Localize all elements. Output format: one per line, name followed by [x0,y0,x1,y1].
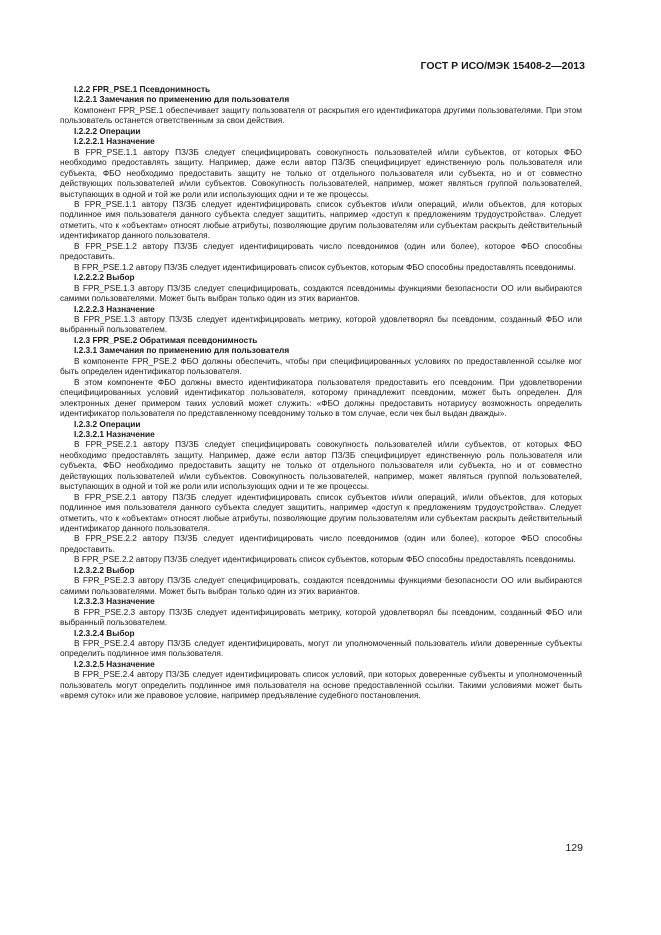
section-heading: I.2.2.2.3 Назначение [74,303,155,314]
paragraph: В этом компоненте ФБО должны вместо идентификатора пользователя предоставить его псевдоним. При удовлетворении специфицированных условий идентификатор пользователя, которому принадлежит псевдоним, может быть определен. Для электронных денег примером таких условий может служить: «ФБО должны предоставить нотариусу возможность определить идентификатор пользователя по представленному псевдониму только в том случае, если чек был выдан дважды». [60,376,582,419]
section-heading: I.2.3 FPR_PSE.2 Обратимая псевдонимность [74,334,258,345]
document-body [60,84,582,701]
section-heading: I.2.2.2.1 Назначение [74,136,155,147]
section-heading: I.2.3.2.5 Назначение [74,658,155,669]
section-heading: I.2.3.2.4 Выбор [74,627,135,638]
paragraph: В FPR_PSE.1.3 автору ПЗ/ЗБ следует идентифицировать метрику, которой удовлетворял бы псевдоним, созданный ФБО или выбранный пользователем. [60,313,582,335]
paragraph: В FPR_PSE.1.1 автору ПЗ/ЗБ следует идентифицировать список субъектов и/или операций, и/или объектов, для которых подлинное имя пользователя данного субъекта следует защитить, например «доступ к предложениям трудоустройства». Следует отметить, что к «объектам» относят любые атрибуты, позволяющие другим пользователям или субъектам раскрыть действительный идентификатор данного пользователя. [60,198,582,241]
section-heading: I.2.3.2.1 Назначение [74,428,155,439]
page-header: ГОСТ Р ИСО/МЭК 15408-2—2013 [420,60,585,72]
paragraph: В FPR_PSE.1.1 автору ПЗ/ЗБ следует специфицировать совокупность пользователей и/или субъектов, от которых ФБО необходимо предоставлять защиту. Например, даже если автор ПЗ/ЗБ специфицирует единственную роль пользователя или субъекта, ФБО необходимо предоставить защиту не только от отдельного пользователя или субъекта, но и от совместно действующих пользователей и/или субъектов. Совокупность пользователей, например, может являться группой пользователей, выступающих в одной и той же роли или использующих одни и те же процессы. [60,146,582,199]
section-heading: I.2.2.2.2 Выбор [74,272,135,283]
page-number: 129 [565,842,583,854]
section-heading: I.2.2.1 Замечания по применению для пользователя [74,94,290,105]
paragraph: В FPR_PSE.1.3 автору ПЗ/ЗБ следует специфицировать, создаются псевдонимы функциями безопасности ОО или выбираются самими пользователями. Может быть выбран только один из этих вариантов. [60,282,582,304]
paragraph: В FPR_PSE.2.4 автору ПЗ/ЗБ следует идентифицировать, могут ли уполномоченный пользователь и/или доверенные субъекты определить подлинное имя пользователя. [60,638,582,659]
paragraph: Компонент FPR_PSE.1 обеспечивает защиту пользователя от раскрытия его идентификатора другими пользователями. При этом пользователь останется ответственным за свои действия. [60,104,582,126]
paragraph: В FPR_PSE.2.4 автору ПЗ/ЗБ следует идентифицировать список условий, при которых доверенные субъекты и уполномоченный пользователь могут определить подлинное имя пользователя на основе предоставленной ссылки. Такими условиями может быть «время суток» или же правовое условие, например предъявление судебного постановления. [60,669,582,701]
section-heading: I.2.2 FPR_PSE.1 Псевдонимность [74,84,211,94]
section-heading: I.2.3.2 Операции [74,418,141,429]
paragraph: В FPR_PSE.2.3 автору ПЗ/ЗБ следует специфицировать, создаются псевдонимы функциями безопасности ОО или выбираются самими пользователями. Может быть выбран только один из этих вариантов. [60,575,582,596]
paragraph: В FPR_PSE.2.2 автору ПЗ/ЗБ следует идентифицировать число псевдонимов (один или более), которое ФБО способны предоставить. [60,533,582,554]
section-heading: I.2.3.2.3 Назначение [74,596,155,607]
paragraph: В FPR_PSE.2.3 автору ПЗ/ЗБ следует идентифицировать метрику, которой удовлетворял бы псевдоним, созданный ФБО или выбранный пользователем. [60,606,582,628]
section-heading: I.2.3.2.2 Выбор [74,564,135,575]
paragraph: В FPR_PSE.1.2 автору ПЗ/ЗБ следует идентифицировать список субъектов, которым ФБО способны предоставлять псевдонимы. [74,261,576,272]
paragraph: В FPR_PSE.2.2 автору ПЗ/ЗБ следует идентифицировать список субъектов, которым ФБО способны предоставлять псевдонимы. [74,554,576,565]
section-heading: I.2.3.1 Замечания по применению для пользователя [74,345,290,356]
paragraph: В FPR_PSE.2.1 автору ПЗ/ЗБ следует идентифицировать список субъектов и/или операций, и/или объектов, для которых подлинное имя пользователя данного субъекта следует защитить, например «доступ к предложениям трудоустройства». Следует отметить, что к «объектам» относят любые атрибуты, позволяющие другим пользователям или субъектам раскрыть действительный идентификатор данного пользователя. [60,491,582,534]
paragraph: В компоненте FPR_PSE.2 ФБО должны обеспечить, чтобы при специфицированных условиях по предоставленной ссылке мог быть определен идентификатор пользователя. [60,355,582,377]
paragraph: В FPR_PSE.1.2 автору ПЗ/ЗБ следует идентифицировать число псевдонимов (один или более), которое ФБО способны предоставить. [60,240,582,262]
paragraph: В FPR_PSE.2.1 автору ПЗ/ЗБ следует специфицировать совокупность пользователей и/или субъектов, от которых ФБО необходимо предоставлять защиту. Например, даже если автор ПЗ/ЗБ специфицирует единственную роль пользователя или субъекта, ФБО необходимо предоставить защиту не только от отдельного пользователя или субъекта, но и от совместно действующих пользователей и/или субъектов. Совокупность пользователей, например, может являться группой пользователей, выступающих в одной и той же роли или использующих одни и те же процессы. [60,439,582,492]
section-heading: I.2.2.2 Операции [74,125,141,136]
